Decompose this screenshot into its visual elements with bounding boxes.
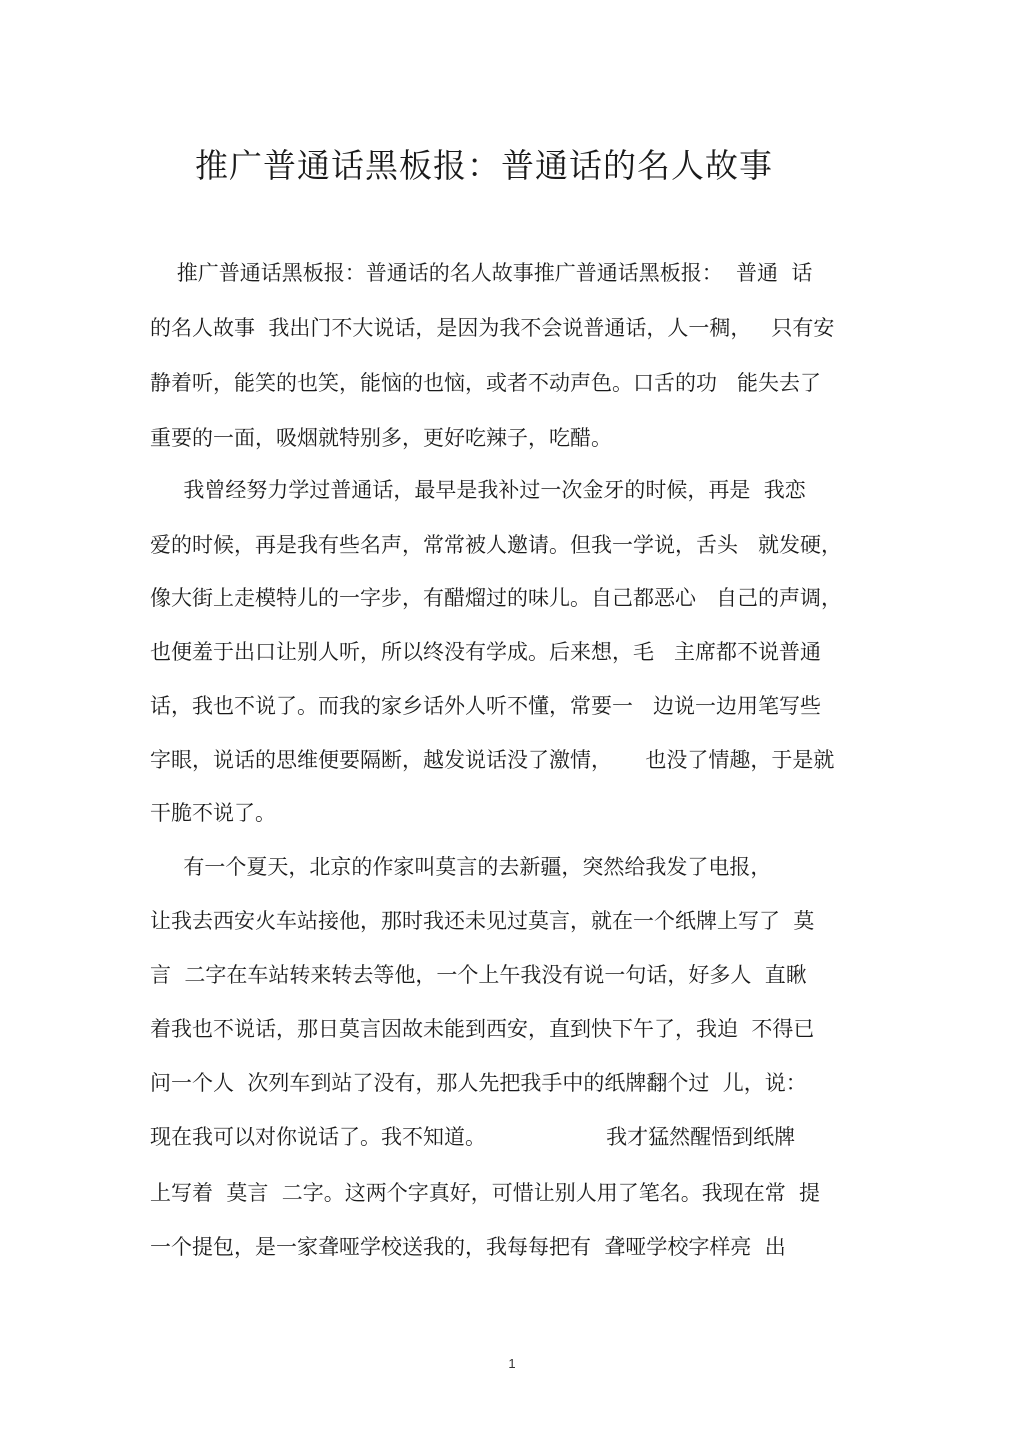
text-line: 有一个夏天，北京的作家叫莫言的去新疆，突然给我发了电报， <box>150 855 772 879</box>
text-line: 我曾经努力学过普通话，最早是我补过一次金牙的时候，再是 我恋 <box>150 478 806 502</box>
text-line: 着我也不说话，那日莫言因故未能到西安，直到快下午了，我迫 不得已 <box>150 1017 815 1041</box>
text-line: 的名人故事 我出门不大说话，是因为我不会说普通话，人一稠， 只有安 <box>150 316 835 340</box>
text-line: 一个提包，是一家聋哑学校送我的，我每每把有 聋哑学校字样亮 出 <box>150 1235 786 1259</box>
text-line: 静着听，能笑的也笑，能恼的也恼，或者不动声色。口舌的功 能失去了 <box>150 371 822 395</box>
text-line: 问一个人 次列车到站了没有，那人先把我手中的纸牌翻个过 儿，说： <box>150 1071 807 1095</box>
text-line: 让我去西安火车站接他，那时我还未见过莫言，就在一个纸牌上写了 莫 <box>150 909 815 933</box>
text-line: 现在我可以对你说话了。我不知道。 我才猛然醒悟到纸牌 <box>150 1125 796 1149</box>
text-line: 也便羞于出口让别人听，所以终没有学成。后来想，毛 主席都不说普通 <box>150 640 822 664</box>
page-number: 1 <box>508 1356 516 1371</box>
text-line: 重要的一面，吸烟就特别多，更好吃辣子，吃醋。 <box>150 426 612 450</box>
text-line: 话，我也不说了。而我的家乡话外人听不懂，常要一 边说一边用笔写些 <box>150 694 822 718</box>
text-line: 爱的时候，再是我有些名声，常常被人邀请。但我一学说，舌头 就发硬， <box>150 533 843 557</box>
page-title: 推广普通话黑板报：普通话的名人故事 <box>195 146 773 185</box>
text-line: 上写着 莫言 二字。这两个字真好，可惜让别人用了笔名。我现在常 提 <box>150 1181 821 1205</box>
text-line: 像大街上走模特儿的一字步，有醋熘过的味儿。自己都恶心 自己的声调， <box>150 586 843 610</box>
text-line: 字眼，说话的思维便要隔断，越发说话没了激情， 也没了情趣，于是就 <box>150 748 835 772</box>
text-line: 推广普通话黑板报：普通话的名人故事推广普通话黑板报： 普通 话 <box>150 261 813 285</box>
text-line: 言 二字在车站转来转去等他，一个上午我没有说一句话，好多人 直瞅 <box>150 963 807 987</box>
text-line: 干脆不说了。 <box>150 801 276 825</box>
